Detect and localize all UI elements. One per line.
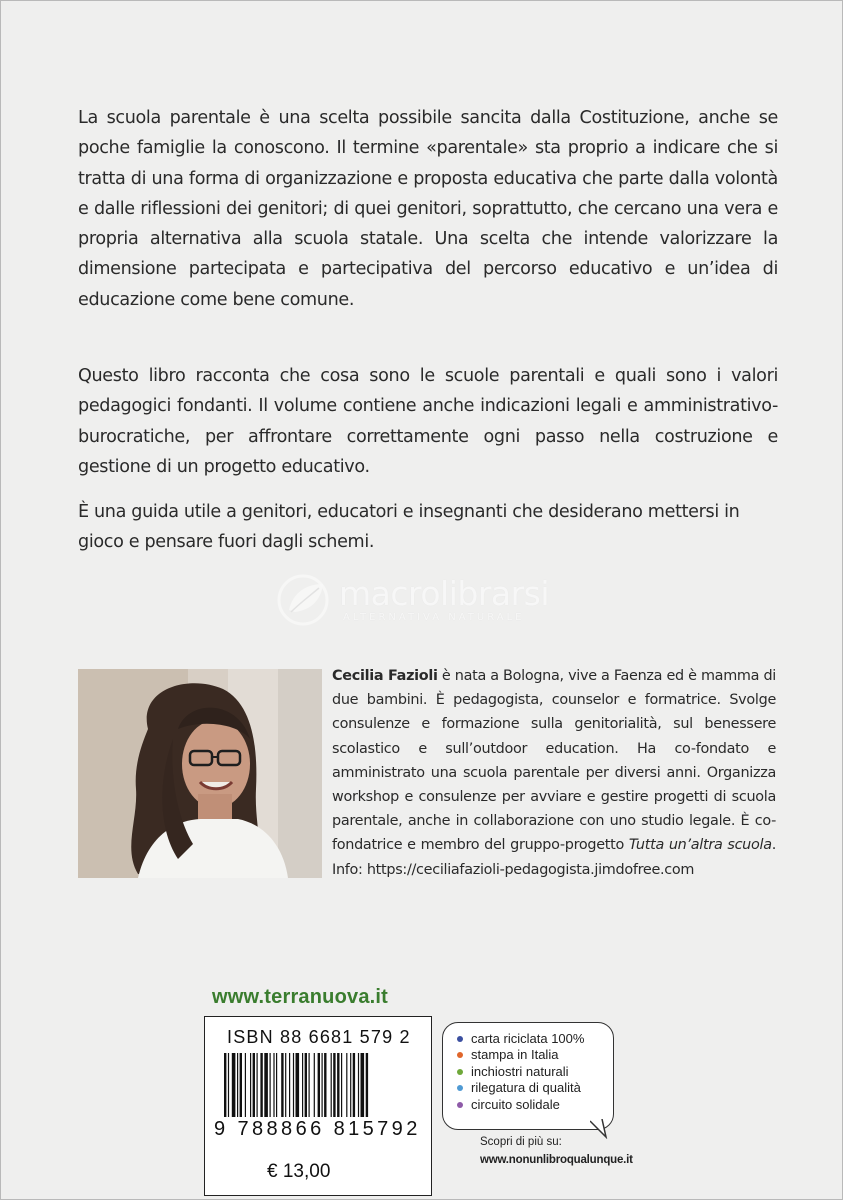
leaf-logo-icon [275,570,335,630]
author-bio [332,664,776,882]
features-list [457,1031,584,1113]
author-project-title: Tutta un’altra scuola [628,837,772,854]
feature-item [457,1080,584,1096]
feature-item [457,1064,584,1080]
discover-more-label: Scopri di più su: [480,1136,562,1148]
bullet-dot-icon [457,1102,463,1108]
watermark-name: macrolibrarsi [339,574,550,613]
nonunlibroqualunque-link[interactable]: www.nonunlibroqualunque.it [480,1154,633,1166]
bullet-dot-icon [457,1052,463,1058]
author-name: Cecilia Fazioli [332,668,438,684]
bullet-dot-icon [457,1085,463,1091]
feature-item [457,1097,584,1113]
feature-label: rilegatura di qualità [471,1080,581,1096]
publisher-website[interactable]: www.terranuova.it [212,986,389,1008]
description-paragraph-3: È una guida utile a genitori, educatori e insegnanti che desiderano mettersi in gioco e pensare fuori dagli schemi. [78,502,740,553]
feature-label: carta riciclata 100% [471,1031,585,1046]
bullet-dot-icon [457,1069,463,1075]
author-bio-end: . [771,837,777,854]
barcode-box [204,1016,432,1196]
description-paragraph-2: Questo libro racconta che cosa sono le scuole parentali e quali sono i valori pedagogici fondanti. Il volume contiene anche indicazioni legali e amministrativo-burocratiche, per affrontare correttamente ogni passo nella costruzione e gestione di un progetto educativo. [78,366,778,477]
feature-item [457,1047,584,1063]
feature-label: stampa in Italia [471,1047,559,1063]
author-info: Info: https://ceciliafazioli-pedagogista.jimdofree.com [332,861,695,878]
bullet-dot-icon [457,1036,463,1042]
ean-number: 9 788866 815792 [214,1118,421,1140]
price-label: € 13,00 [267,1161,331,1182]
bubble-tail-icon [590,1119,610,1139]
author-photo [78,669,322,878]
description-paragraph-1: La scuola parentale è una scelta possibile sancita dalla Costituzione, anche se poche famiglie la conoscono. Il termine «parentale» sta proprio a indicare che si tratta di una forma di organizzazione e proposta educativa che parte dalla volontà e dalle riflessioni dei genitori; di quei genitori, soprattutto, che cercano una vera e propria alternativa alla scuola statale. Una scelta che intende valorizzare la dimensione partecipata e partecipativa del percorso educativo e un’idea di educazione come bene comune. [78,108,778,310]
feature-item [457,1031,584,1047]
isbn-label: ISBN 88 6681 579 2 [227,1027,411,1047]
author-bio-text: è nata a Bologna, vive a Faenza ed è mamma di due bambini. È pedagogista, counselor e formatrice. Svolge consulenze e formazione sulla genitorialità, sul benessere scolastico e sull’outdoor education. Ha co-fondato e amministrato una scuola parentale per diversi anni. Organizza workshop e consulenze per avviare e gestire progetti di scuola parentale, anche in collaborazione con uno studio legale. È co-fondatrice e membro del gruppo-progetto [332,668,776,854]
features-bubble [442,1022,614,1130]
feature-label: circuito solidale [471,1096,560,1112]
macrolibrarsi-watermark [275,570,575,630]
watermark-tagline: ALTERNATIVA NATURALE [343,612,525,623]
feature-label: inchiostri naturali [471,1063,569,1079]
barcode-icon [224,1053,414,1117]
